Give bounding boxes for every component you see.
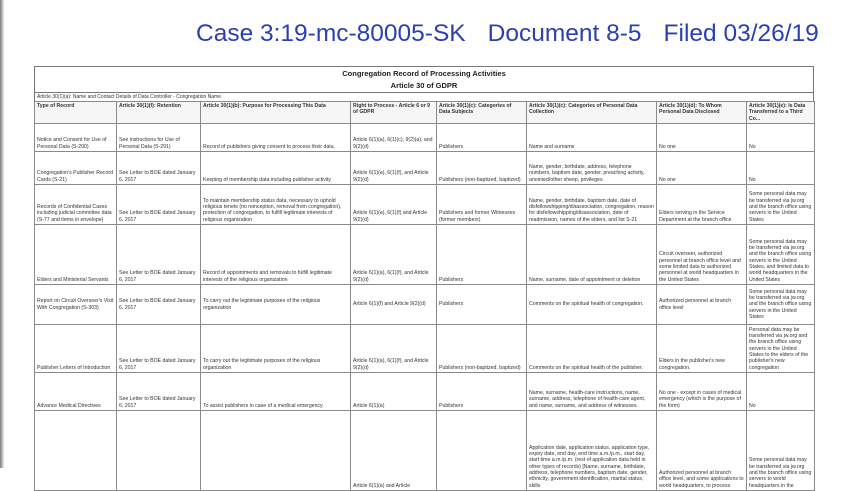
cell-retention: See Letter to BOE dated January 6, 2017: [117, 373, 201, 411]
cell-personal-data: Name, surname, health-care instructions, name, surname, address, telephone of health-care agent, and name, surname, and address of witnesses.: [527, 373, 657, 411]
cell-type: Notice and Consent for Use of Personal Data (S-290): [35, 124, 117, 152]
cell-disclosed: No one: [657, 152, 747, 185]
table-title-line-2: Article 30 of GDPR: [390, 81, 458, 90]
cell-right: Article 6(1)(a), 6(1)(f), and Article 9(2)(d): [351, 325, 437, 373]
cell-transferred: Some personal data may be transferred via jw.org and the branch office using servers to world headquarters in the: [747, 411, 815, 491]
cell-personal-data: Name, surname, date of appointment or deletion: [527, 225, 657, 285]
cell-purpose: To assist publishers in case of a medical emergency.: [201, 373, 351, 411]
cell-transferred: No: [747, 152, 815, 185]
cell-disclosed: No one - except in cases of medical emergency (which is the purpose of the form): [657, 373, 747, 411]
cell-right: Article 6(1)(a) and Article: [351, 411, 437, 491]
cell-subjects: Publishers: [437, 225, 527, 285]
cell-disclosed: Authorized personnel at branch office level, and some applications to world headquarters, to process: [657, 411, 747, 491]
filed-date: Filed 03/26/19: [663, 20, 819, 47]
cell-subjects: Publishers (non-baptized, baptized): [437, 325, 527, 373]
document-page: [34, 66, 814, 489]
processing-activities-table: [34, 101, 815, 491]
cell-transferred: No: [747, 373, 815, 411]
cell-purpose: [201, 411, 351, 491]
cell-right: Article 6(1)(a), 6(1)(c), 9(2)(a), and 9(2)(d): [351, 124, 437, 152]
cell-transferred: Some personal data may be transferred via jw.org and the branch office using servers in the United States: [747, 285, 815, 325]
controller-details-row: Article 30(1)(a): Name and Contact Details of Data Controller - Congregation Name: [34, 92, 814, 101]
cell-right: Article 6(1)(f) and Article 9(2)(d): [351, 285, 437, 325]
cell-personal-data: Name and surname: [527, 124, 657, 152]
case-number: Case 3:19-mc-80005-SK: [196, 20, 466, 47]
cell-subjects: [437, 411, 527, 491]
cell-transferred: Some personal data may be transferred via jw.org and the branch office using servers in the United States, and limited data to world headquarters in the United States: [747, 225, 815, 285]
table-row: [35, 225, 815, 285]
cell-right: Article 6(1)(a), 6(1)(f), and Article 9(2)(d): [351, 225, 437, 285]
column-header: Article 30(1)(d): To Whom Personal Data Disclosed: [657, 102, 747, 124]
table-row: [35, 185, 815, 225]
cell-subjects: Publishers: [437, 373, 527, 411]
cell-purpose: Keeping of membership data including publisher activity: [201, 152, 351, 185]
table-row: [35, 124, 815, 152]
viewer-left-edge: [0, 0, 4, 468]
cell-retention: See Letter to BOE dated January 6, 2017: [117, 325, 201, 373]
column-header: Article 30(1)(e): Is Data Transferred to a Third Co...: [747, 102, 815, 124]
column-header: Article 30(1)(c): Categories of Personal Data Collection: [527, 102, 657, 124]
cell-personal-data: Name, gender, birthdate, baptism date, date of disfellowshipping/disassociation, congregation, reason for disfellowshipping/disassociation, date of readmission, names of the elders, and list S-21: [527, 185, 657, 225]
cell-purpose: To maintain membership status data, necessary to uphold religious tenets (no reinception, removal from congregation), protection of congregation, to fulfill legitimate interests of religious organization: [201, 185, 351, 225]
cell-transferred: Some personal data may be transferred via jw.org and the branch office using servers in the United States: [747, 185, 815, 225]
table-row: [35, 373, 815, 411]
column-header: Type of Record: [35, 102, 117, 124]
cell-retention: [117, 411, 201, 491]
cell-retention: See Letter to BOE dated January 6, 2017: [117, 185, 201, 225]
cell-type: Publisher Letters of Introduction: [35, 325, 117, 373]
column-header: Right to Process - Article 6 or 9 of GDPR: [351, 102, 437, 124]
cell-disclosed: Authorized personnel at branch office level: [657, 285, 747, 325]
cell-type: Advance Medical Directives: [35, 373, 117, 411]
table-title-line-1: Congregation Record of Processing Activities: [342, 69, 506, 78]
cell-subjects: Publishers and former Witnesses (former members): [437, 185, 527, 225]
cell-right: Article 6(1)(a): [351, 373, 437, 411]
cell-right: Article 6(1)(a), 6(1)(f) and Article 9(2)(d): [351, 185, 437, 225]
cell-personal-data: Name, gender, birthdate, address, telephone numbers, baptism date, gender, preaching activity, anointed/other sheep, privileges: [527, 152, 657, 185]
cell-subjects: Publishers: [437, 285, 527, 325]
cell-disclosed: No one: [657, 124, 747, 152]
cell-purpose: Record of publishers giving consent to process their data.: [201, 124, 351, 152]
column-header: Article 30(1)(f): Retention: [117, 102, 201, 124]
cell-type: Report on Circuit Overseer's Visit With Congregation (S-303): [35, 285, 117, 325]
cell-retention: See Letter to BOE dated January 6, 2017: [117, 285, 201, 325]
cell-type: [35, 411, 117, 491]
cell-type: Elders and Ministerial Servants: [35, 225, 117, 285]
column-header: Article 30(1)(b): Purpose for Processing This Data: [201, 102, 351, 124]
column-header: Article 30(1)(c): Categories of Data Subjects: [437, 102, 527, 124]
cell-type: Records of Confidential Cases including judicial committee data (S-77 and items in envelope): [35, 185, 117, 225]
cell-personal-data: Application date, application status, application type, expiry date, end day, end time a.m./p.m., start day, start time a.m./p.m. (rest of application data held in other types of records) [Name, surname, birthdate, address, telephone numbers, baptism date, gender, ethnicity, government identification, marital status, skills: [527, 411, 657, 491]
table-row: [35, 325, 815, 373]
cell-purpose: To carry out the legitimate purposes of the religious organization: [201, 285, 351, 325]
table-title: [34, 66, 814, 92]
cell-subjects: Publishers: [437, 124, 527, 152]
cell-personal-data: Comments on the spiritual health of congregation.: [527, 285, 657, 325]
cell-personal-data: Comments on the spiritual health of the publisher.: [527, 325, 657, 373]
table-row: [35, 411, 815, 491]
cell-retention: See Letter to BOE dated January 6, 2017: [117, 225, 201, 285]
table-row: [35, 152, 815, 185]
table-row: [35, 285, 815, 325]
cell-purpose: Record of appointments and removals to fulfill legitimate interests of the religious organization: [201, 225, 351, 285]
case-header: [196, 20, 841, 48]
cell-type: Congregation's Publisher Record Cards (S-21): [35, 152, 117, 185]
table-header-row: [35, 102, 815, 124]
cell-transferred: No: [747, 124, 815, 152]
cell-disclosed: Circuit overseer, authorized personnel at branch office level and some limited data to authorized personnel at world headquarters in the United States: [657, 225, 747, 285]
cell-right: Article 6(1)(a), 6(1)(f), and Article 9(2)(d): [351, 152, 437, 185]
cell-retention: See instructions for Use of Personal Data (S-291): [117, 124, 201, 152]
cell-retention: See Letter to BOE dated January 6, 2017: [117, 152, 201, 185]
cell-disclosed: Elders serving in the Service Department at the branch office: [657, 185, 747, 225]
document-number: Document 8-5: [487, 20, 642, 47]
cell-transferred: Personal data may be transferred via jw.org and the branch office using servers in the United States to the elders of the publisher's new congregation: [747, 325, 815, 373]
cell-disclosed: Elders in the publisher's new congregation.: [657, 325, 747, 373]
cell-purpose: To carry out the legitimate purposes of the religious organization: [201, 325, 351, 373]
cell-subjects: Publishers (non-baptized, baptized): [437, 152, 527, 185]
